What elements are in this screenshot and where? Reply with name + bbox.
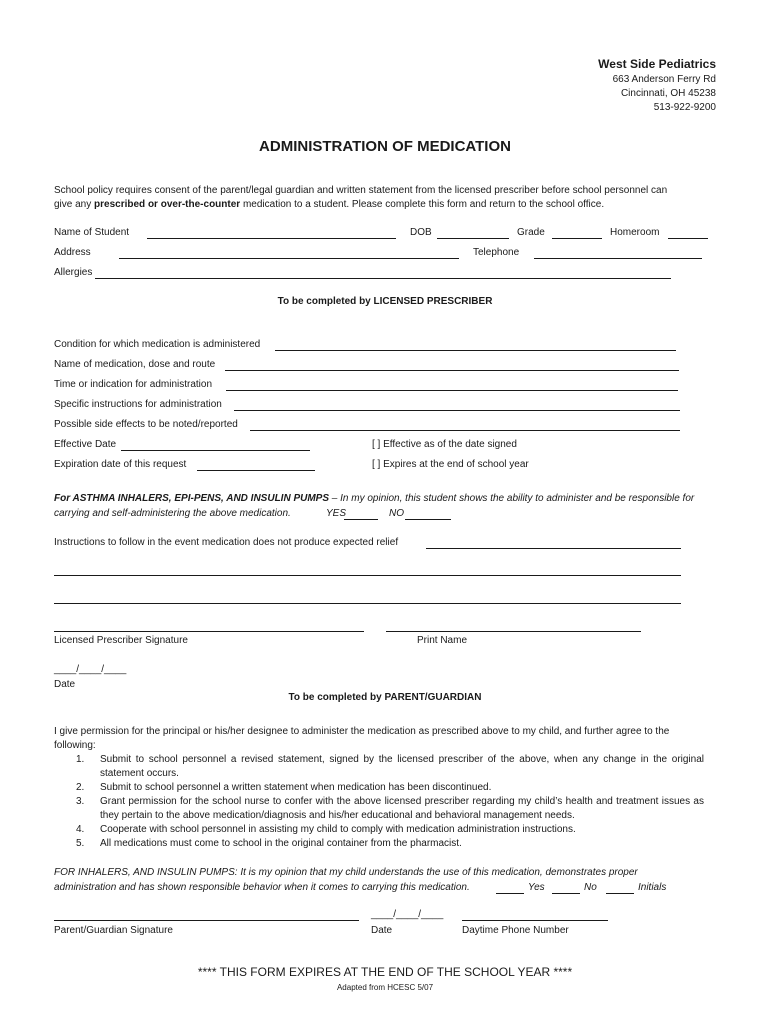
side-effects-label: Possible side effects to be noted/reported (54, 419, 238, 430)
page-title: ADMINISTRATION OF MEDICATION (259, 138, 511, 155)
dob-label: DOB (410, 227, 432, 238)
allergies-label: Allergies (54, 267, 93, 278)
specific-instructions-label: Specific instructions for administration (54, 399, 222, 410)
inhaler-no-line[interactable] (552, 893, 580, 894)
asthma-no-line[interactable] (405, 519, 451, 520)
condition-line[interactable] (275, 350, 676, 351)
inhaler-statement-line-2: administration and has shown responsible behavior when it comes to carrying this medication. (54, 882, 470, 893)
prescriber-section-heading: To be completed by LICENSED PRESCRIBER (277, 296, 493, 307)
student-name-label: Name of Student (54, 227, 130, 238)
homeroom-line[interactable] (668, 238, 708, 239)
asthma-statement-line-1: For ASTHMA INHALERS, EPI-PENS, AND INSULIN PUMPS – In my opinion, this student shows the ability to administer and be responsible for (54, 493, 695, 504)
org-name: West Side Pediatrics (598, 57, 716, 71)
effective-option-checkbox[interactable]: [ ] Effective as of the date signed (372, 439, 517, 450)
instructions-line-2[interactable] (54, 575, 681, 576)
org-address-line1: 663 Anderson Ferry Rd (612, 74, 716, 85)
telephone-label: Telephone (473, 247, 520, 258)
effective-date-label: Effective Date (54, 439, 117, 450)
dob-line[interactable] (437, 238, 509, 239)
address-line[interactable] (119, 258, 459, 259)
grade-label: Grade (517, 227, 545, 238)
inhaler-yes-label: Yes (528, 882, 545, 893)
prescriber-date-label: Date (54, 679, 76, 690)
expiration-date-label: Expiration date of this request (54, 459, 187, 470)
prescriber-signature-label: Licensed Prescriber Signature (54, 635, 188, 646)
address-label: Address (54, 247, 91, 258)
intro-line-2: give any prescribed or over-the-counter medication to a student. Please complete this form and return to the school office. (54, 199, 605, 210)
inhaler-initials-label: Initials (638, 882, 667, 893)
org-address-line2: Cincinnati, OH 45238 (620, 88, 716, 99)
parent-permission-intro: I give permission for the principal or his/her designee to administer the medication as prescribed above to my child, and further agree to the following: (54, 726, 670, 751)
parent-signature-line[interactable] (54, 920, 359, 921)
condition-label: Condition for which medication is administered (54, 339, 261, 350)
expiration-date-line[interactable] (197, 470, 315, 471)
daytime-phone-label: Daytime Phone Number (462, 925, 569, 936)
telephone-line[interactable] (534, 258, 702, 259)
inhaler-statement-line-1: FOR INHALERS, AND INSULIN PUMPS: It is my opinion that my child understands the use of this medication, demonstrates proper (54, 867, 638, 878)
name-dose-line[interactable] (225, 370, 679, 371)
parent-date-label: Date (371, 925, 393, 936)
asthma-statement-line-2: carrying and self-administering the above medication. (54, 508, 291, 519)
print-name-label: Print Name (417, 635, 468, 646)
list-item: 4. Cooperate with school personnel in assisting my child to comply with medication administration instructions. (76, 824, 576, 835)
specific-instructions-line[interactable] (234, 410, 680, 411)
form-expires-notice: **** THIS FORM EXPIRES AT THE END OF THE SCHOOL YEAR **** (197, 965, 573, 979)
intro-line-1: School policy requires consent of the parent/legal guardian and written statement from the licensed prescriber before school personnel can (54, 185, 668, 196)
inhaler-no-label: No (584, 882, 597, 893)
name-dose-label: Name of medication, dose and route (54, 359, 216, 370)
allergies-line[interactable] (95, 278, 671, 279)
side-effects-line[interactable] (250, 430, 680, 431)
prescriber-signature-line[interactable] (54, 631, 364, 632)
parent-agreements-list (54, 753, 704, 851)
print-name-line[interactable] (386, 631, 641, 632)
parent-signature-label: Parent/Guardian Signature (54, 925, 173, 936)
grade-line[interactable] (552, 238, 602, 239)
adapted-from-note: Adapted from HCESC 5/07 (336, 983, 434, 992)
prescriber-date-blank[interactable]: ____/____/____ (54, 664, 127, 675)
list-item: 2. Submit to school personnel a written statement when medication has been discontinued. (76, 782, 492, 793)
list-item: 3. Grant permission for the school nurse to confer with the above licensed prescriber regarding my child’s health and treatment issues as they pertain to the above medication/diagnosis and his/her educational and behavioral management needs. (76, 796, 704, 821)
list-item: 5. All medications must come to school in the original container from the pharmacist. (76, 838, 462, 849)
instructions-label: Instructions to follow in the event medication does not produce expected relief (54, 537, 399, 548)
inhaler-initials-line[interactable] (606, 893, 634, 894)
instructions-line-3[interactable] (54, 603, 681, 604)
student-name-line[interactable] (147, 238, 396, 239)
effective-date-line[interactable] (121, 450, 310, 451)
parent-date-blank[interactable]: ____/____/____ (371, 909, 444, 920)
daytime-phone-line[interactable] (462, 920, 608, 921)
asthma-no-label: NO (389, 508, 404, 519)
org-phone: 513-922-9200 (653, 102, 716, 113)
list-item: 1. Submit to school personnel a revised statement, signed by the licensed prescriber of the above, when any change in the original statement occurs. (76, 754, 704, 779)
time-label: Time or indication for administration (54, 379, 213, 390)
inhaler-yes-line[interactable] (496, 893, 524, 894)
asthma-yes-line[interactable] (344, 519, 378, 520)
asthma-yes-label: YES (326, 508, 347, 519)
time-line[interactable] (226, 390, 678, 391)
expiration-option-checkbox[interactable]: [ ] Expires at the end of school year (372, 459, 529, 470)
instructions-line-1[interactable] (426, 548, 681, 549)
homeroom-label: Homeroom (610, 227, 660, 238)
parent-section-heading: To be completed by PARENT/GUARDIAN (288, 692, 482, 703)
